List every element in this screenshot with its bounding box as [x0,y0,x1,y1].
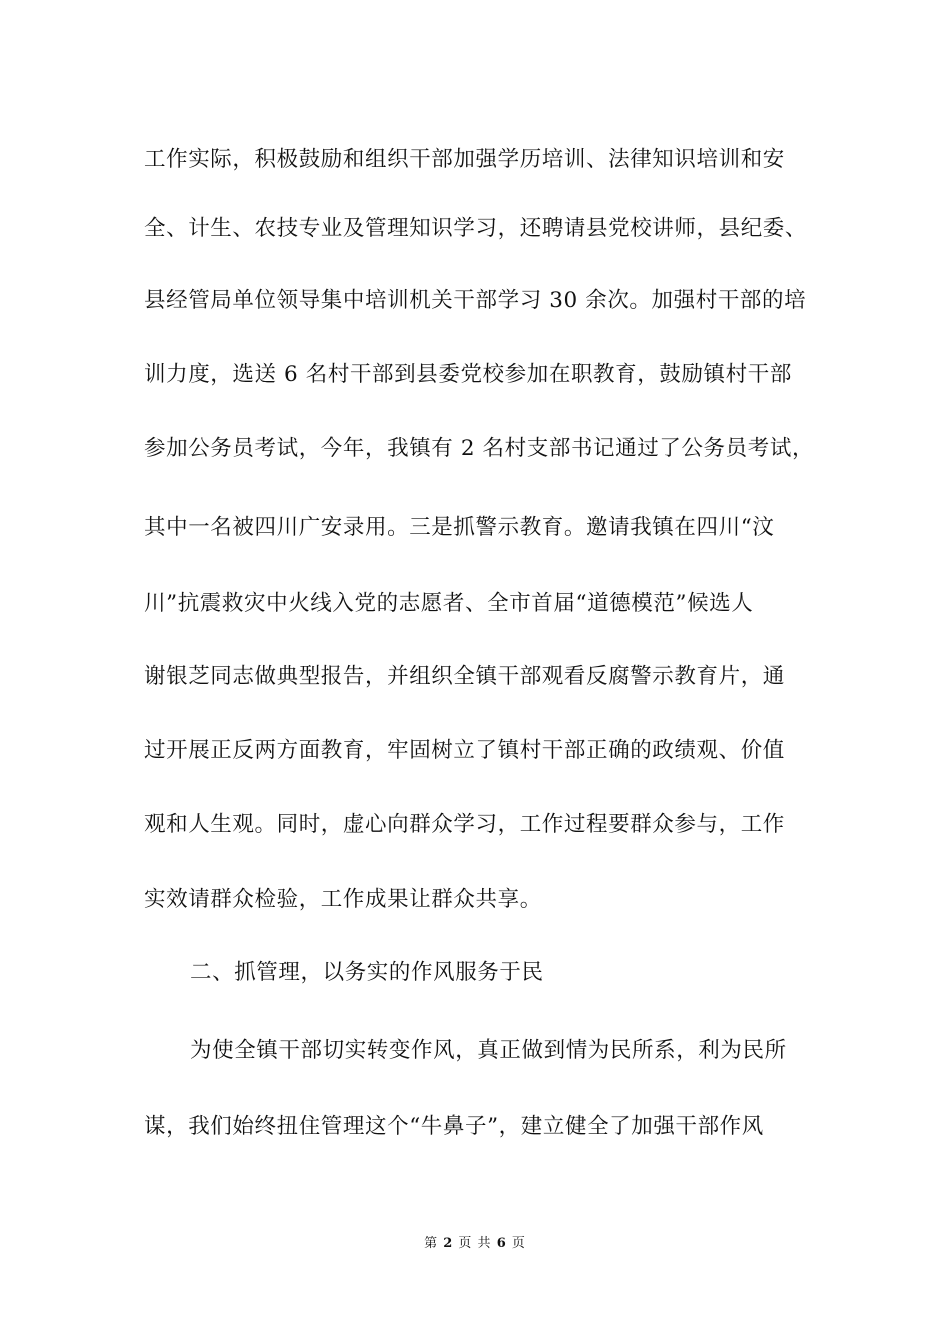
body-text-line: 参加公务员考试，今年，我镇有 2 名村支部书记通过了公务员考试， [144,436,815,461]
body-text-line: 观和人生观。同时，虚心向群众学习，工作过程要群众参与，工作 [144,812,785,837]
body-text-line: 川”抗震救灾中火线入党的志愿者、全市首届“道德模范”候选人 [144,591,754,616]
footer-suffix: 页 [511,1236,526,1251]
section-heading: 二、抓管理，以务实的作风服务于民 [190,960,544,985]
total-pages-number: 6 [496,1236,507,1251]
body-text-line: 全、计生、农技专业及管理知识学习，还聘请县党校讲师，县纪委、 [144,216,808,241]
body-text-line: 县经管局单位领导集中培训机关干部学习 30 余次。加强村干部的培 [144,288,807,313]
body-text-line: 谋，我们始终扭住管理这个“牛鼻子”，建立健全了加强干部作风 [144,1114,764,1139]
body-text-line: 其中一名被四川广安录用。三是抓警示教育。邀请我镇在四川“汶 [144,515,775,540]
body-text-line: 工作实际，积极鼓励和组织干部加强学历培训、法律知识培训和安 [144,147,785,172]
body-text-line: 谢银芝同志做典型报告，并组织全镇干部观看反腐警示教育片，通 [144,664,785,689]
current-page-number: 2 [443,1236,454,1251]
body-text-line: 为使全镇干部切实转变作风，真正做到情为民所系，利为民所 [190,1038,787,1063]
page-footer [0,1236,950,1252]
body-text-line: 过开展正反两方面教育，牢固树立了镇村干部正确的政绩观、价值 [144,738,785,763]
body-text-line: 训力度，选送 6 名村干部到县委党校参加在职教育，鼓励镇村干部 [144,362,792,387]
footer-prefix: 第 [424,1236,439,1251]
body-text-line: 实效请群众检验，工作成果让群众共享。 [144,887,542,912]
footer-middle: 页 共 [458,1236,492,1251]
